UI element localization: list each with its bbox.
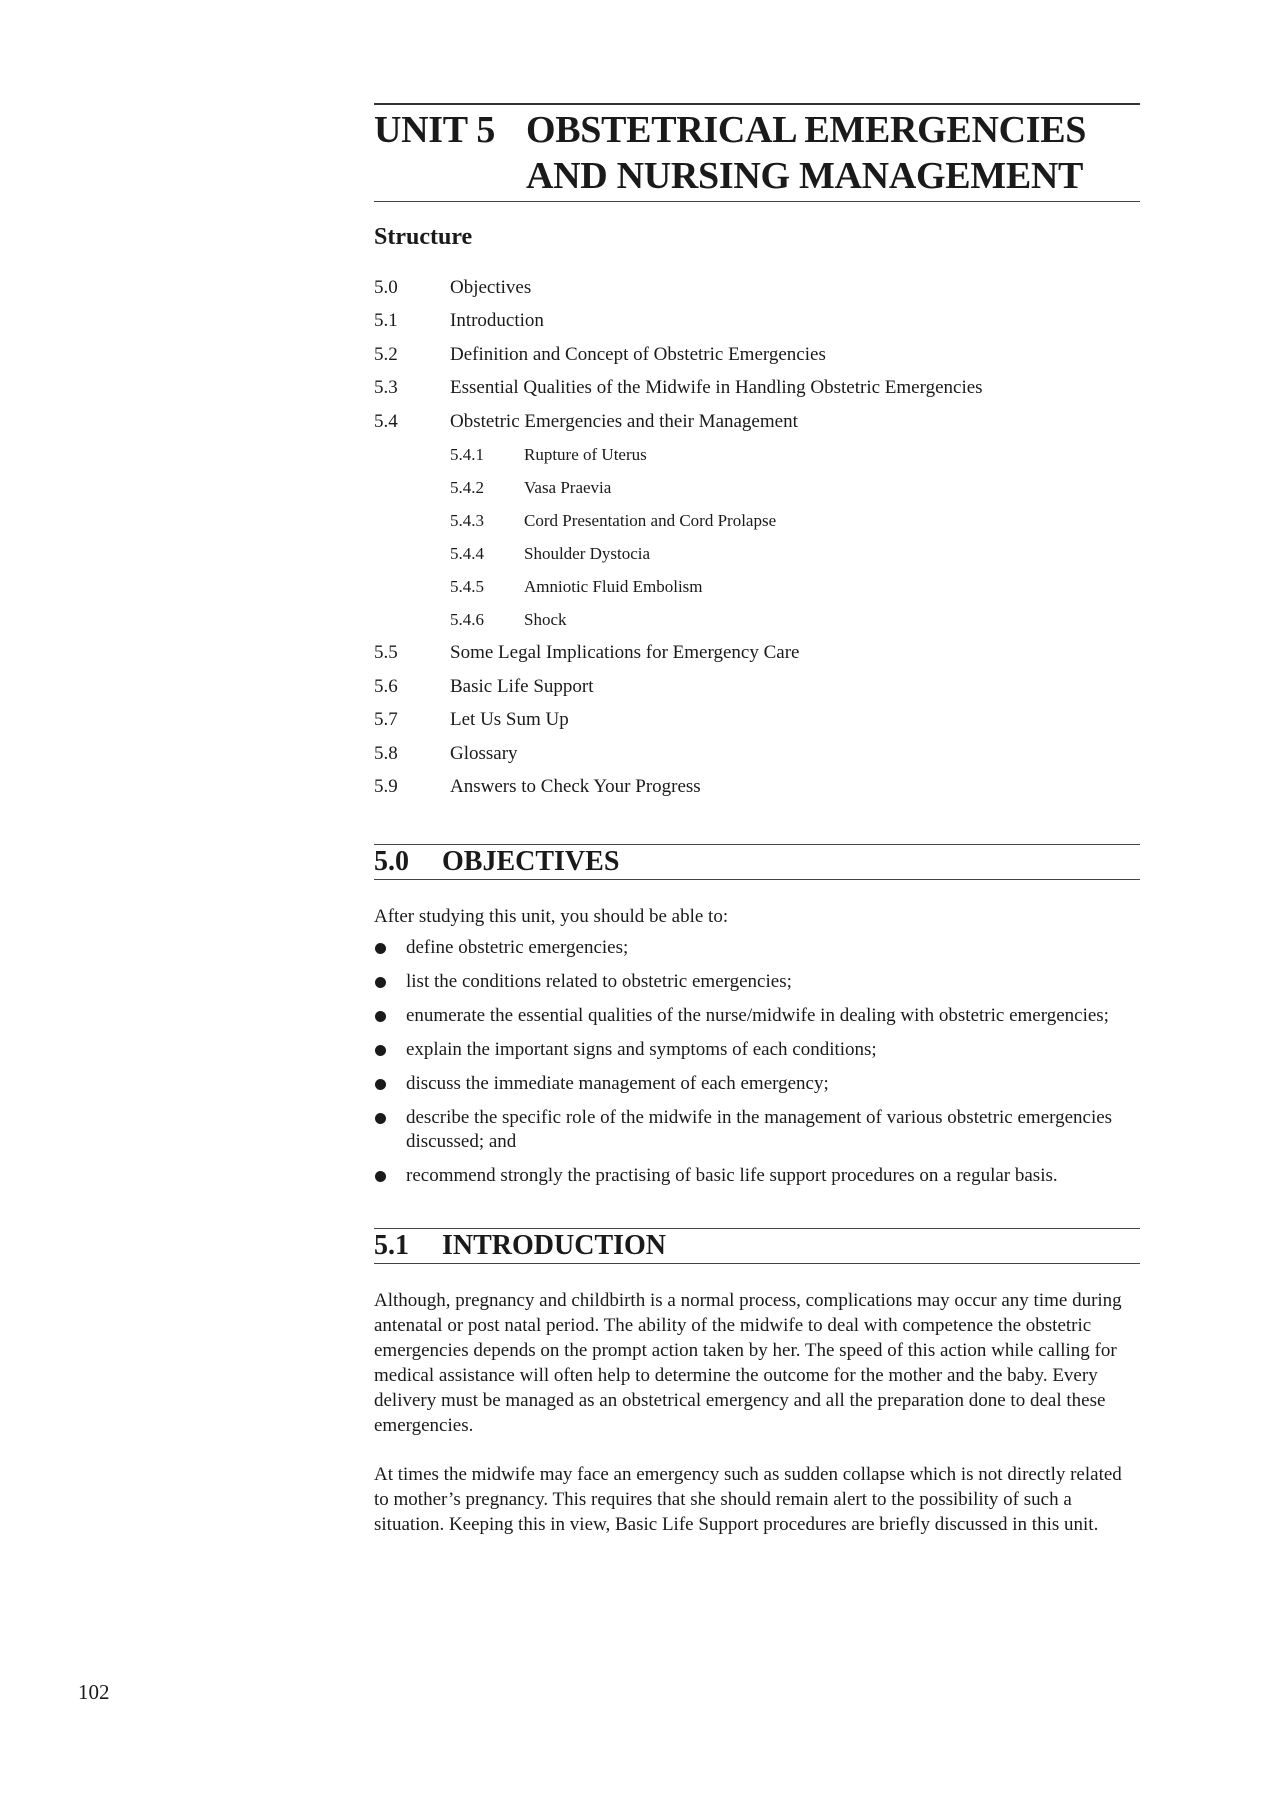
toc-subitem [374, 439, 1140, 472]
objective-item [374, 1164, 1140, 1188]
toc-subitem-label: Shock [524, 610, 567, 629]
bullet-icon [374, 1004, 406, 1028]
toc-subitem-label: Shoulder Dystocia [524, 544, 651, 563]
objectives-intro: After studying this unit, you should be able to: [374, 906, 729, 927]
toc-subitem [374, 571, 1140, 604]
toc-item [374, 372, 1140, 406]
unit-title-text [526, 107, 1086, 199]
unit-number: UNIT 5 [374, 109, 496, 151]
toc-item-number: 5.4 [374, 410, 398, 432]
toc-item-label: Essential Qualities of the Midwife in Handling Obstetric Emergencies [450, 377, 983, 399]
toc-item-label: Obstetric Emergencies and their Management [450, 410, 798, 432]
objective-text: discuss the immediate management of each emergency; [406, 1073, 829, 1094]
toc-item [374, 305, 1140, 339]
section-number: 5.0 [374, 846, 409, 877]
section-title: OBJECTIVES [442, 846, 620, 877]
toc-subitem [374, 604, 1140, 637]
toc-item-label: Glossary [450, 742, 518, 764]
objective-text: define obstetric emergencies; [406, 937, 629, 958]
toc-item-label: Answers to Check Your Progress [450, 776, 701, 798]
toc-subitem-number: 5.4.5 [450, 577, 484, 596]
objective-item [374, 936, 1140, 960]
introduction-paragraph: Although, pregnancy and childbirth is a normal process, complications may occur any time during antenatal or post natal period. The ability of the midwife to deal with competence the obstetric emergencies depends on the prompt action taken by her. The speed of this action while calling for medical assistance will often help to determine the outcome for the mother and the baby. Every delivery must be managed as an obstetrical emergency and all the preparation done to deal these emergencies. [374, 1290, 1122, 1436]
toc-item-number: 5.2 [374, 343, 398, 365]
structure-heading: Structure [374, 224, 473, 250]
objective-item [374, 1038, 1140, 1062]
bullet-icon [374, 1106, 406, 1154]
toc-item-label: Definition and Concept of Obstetric Emergencies [450, 343, 826, 365]
objectives-list [374, 936, 1140, 1188]
objective-text: explain the important signs and symptoms of each conditions; [406, 1039, 877, 1060]
toc-item-label: Let Us Sum Up [450, 709, 569, 731]
toc-item-number: 5.5 [374, 642, 398, 664]
introduction-heading [374, 1228, 1140, 1264]
toc-subitem [374, 505, 1140, 538]
toc-subitem-number: 5.4.6 [450, 610, 484, 629]
toc-subitem-label: Rupture of Uterus [524, 445, 647, 464]
toc-item [374, 704, 1140, 738]
toc-item-label: Some Legal Implications for Emergency Care [450, 642, 800, 664]
objectives-section [374, 844, 1140, 1188]
toc-item-number: 5.1 [374, 310, 398, 332]
toc-subitem-number: 5.4.1 [450, 445, 484, 464]
introduction-paragraph: At times the midwife may face an emergency such as sudden collapse which is not directly related to mother’s pregnancy. This requires that she should remain alert to the possibility of such a situation. Keeping this in view, Basic Life Support procedures are briefly discussed in this unit. [374, 1464, 1122, 1535]
toc-subitem-label: Amniotic Fluid Embolism [524, 577, 703, 596]
structure-list [374, 271, 1140, 804]
objectives-heading [374, 844, 1140, 880]
toc-subitem [374, 538, 1140, 571]
toc-item-number: 5.7 [374, 709, 398, 731]
page-content [374, 103, 1140, 1537]
toc-item-label: Objectives [450, 276, 532, 298]
objective-item [374, 1004, 1140, 1028]
toc-item [374, 771, 1140, 805]
toc-item [374, 637, 1140, 671]
bullet-icon [374, 1164, 406, 1188]
objective-text: enumerate the essential qualities of the nurse/midwife in dealing with obstetric emergencies; [406, 1005, 1109, 1026]
toc-item-number: 5.9 [374, 776, 398, 798]
toc-item-number: 5.0 [374, 276, 398, 298]
unit-title-line-1: OBSTETRICAL EMERGENCIES [526, 109, 1087, 151]
bullet-icon [374, 936, 406, 960]
toc-subitem-label: Vasa Praevia [524, 478, 612, 497]
objective-text: list the conditions related to obstetric emergencies; [406, 971, 792, 992]
toc-item [374, 271, 1140, 305]
toc-item-label: Basic Life Support [450, 675, 594, 697]
toc-item [374, 338, 1140, 372]
page-number: 102 [78, 1680, 110, 1704]
toc-subitem-label: Cord Presentation and Cord Prolapse [524, 511, 777, 530]
toc-item-label: Introduction [450, 310, 544, 332]
objective-item [374, 1106, 1140, 1154]
bullet-icon [374, 970, 406, 994]
toc-item-number: 5.3 [374, 377, 398, 399]
objective-item [374, 1072, 1140, 1096]
section-number: 5.1 [374, 1230, 409, 1261]
section-title: INTRODUCTION [442, 1230, 667, 1261]
unit-bottom-rule [374, 201, 1140, 202]
objective-item [374, 970, 1140, 994]
toc-item-number: 5.8 [374, 742, 398, 764]
toc-item-number: 5.6 [374, 675, 398, 697]
bullet-icon [374, 1072, 406, 1096]
unit-title [374, 105, 1140, 201]
objective-text: describe the specific role of the midwife in the management of various obstetric emergencies discussed; and [406, 1107, 1113, 1152]
unit-title-line-2: AND NURSING MANAGEMENT [526, 155, 1084, 197]
bullet-icon [374, 1038, 406, 1062]
objective-text: recommend strongly the practising of basic life support procedures on a regular basis. [406, 1165, 1058, 1186]
toc-subitem-number: 5.4.4 [450, 544, 484, 563]
toc-item [374, 737, 1140, 771]
toc-subitem [374, 472, 1140, 505]
toc-subitem-number: 5.4.2 [450, 478, 484, 497]
introduction-section [374, 1228, 1140, 1537]
toc-item [374, 405, 1140, 439]
toc-subitem-number: 5.4.3 [450, 511, 484, 530]
toc-item [374, 670, 1140, 704]
